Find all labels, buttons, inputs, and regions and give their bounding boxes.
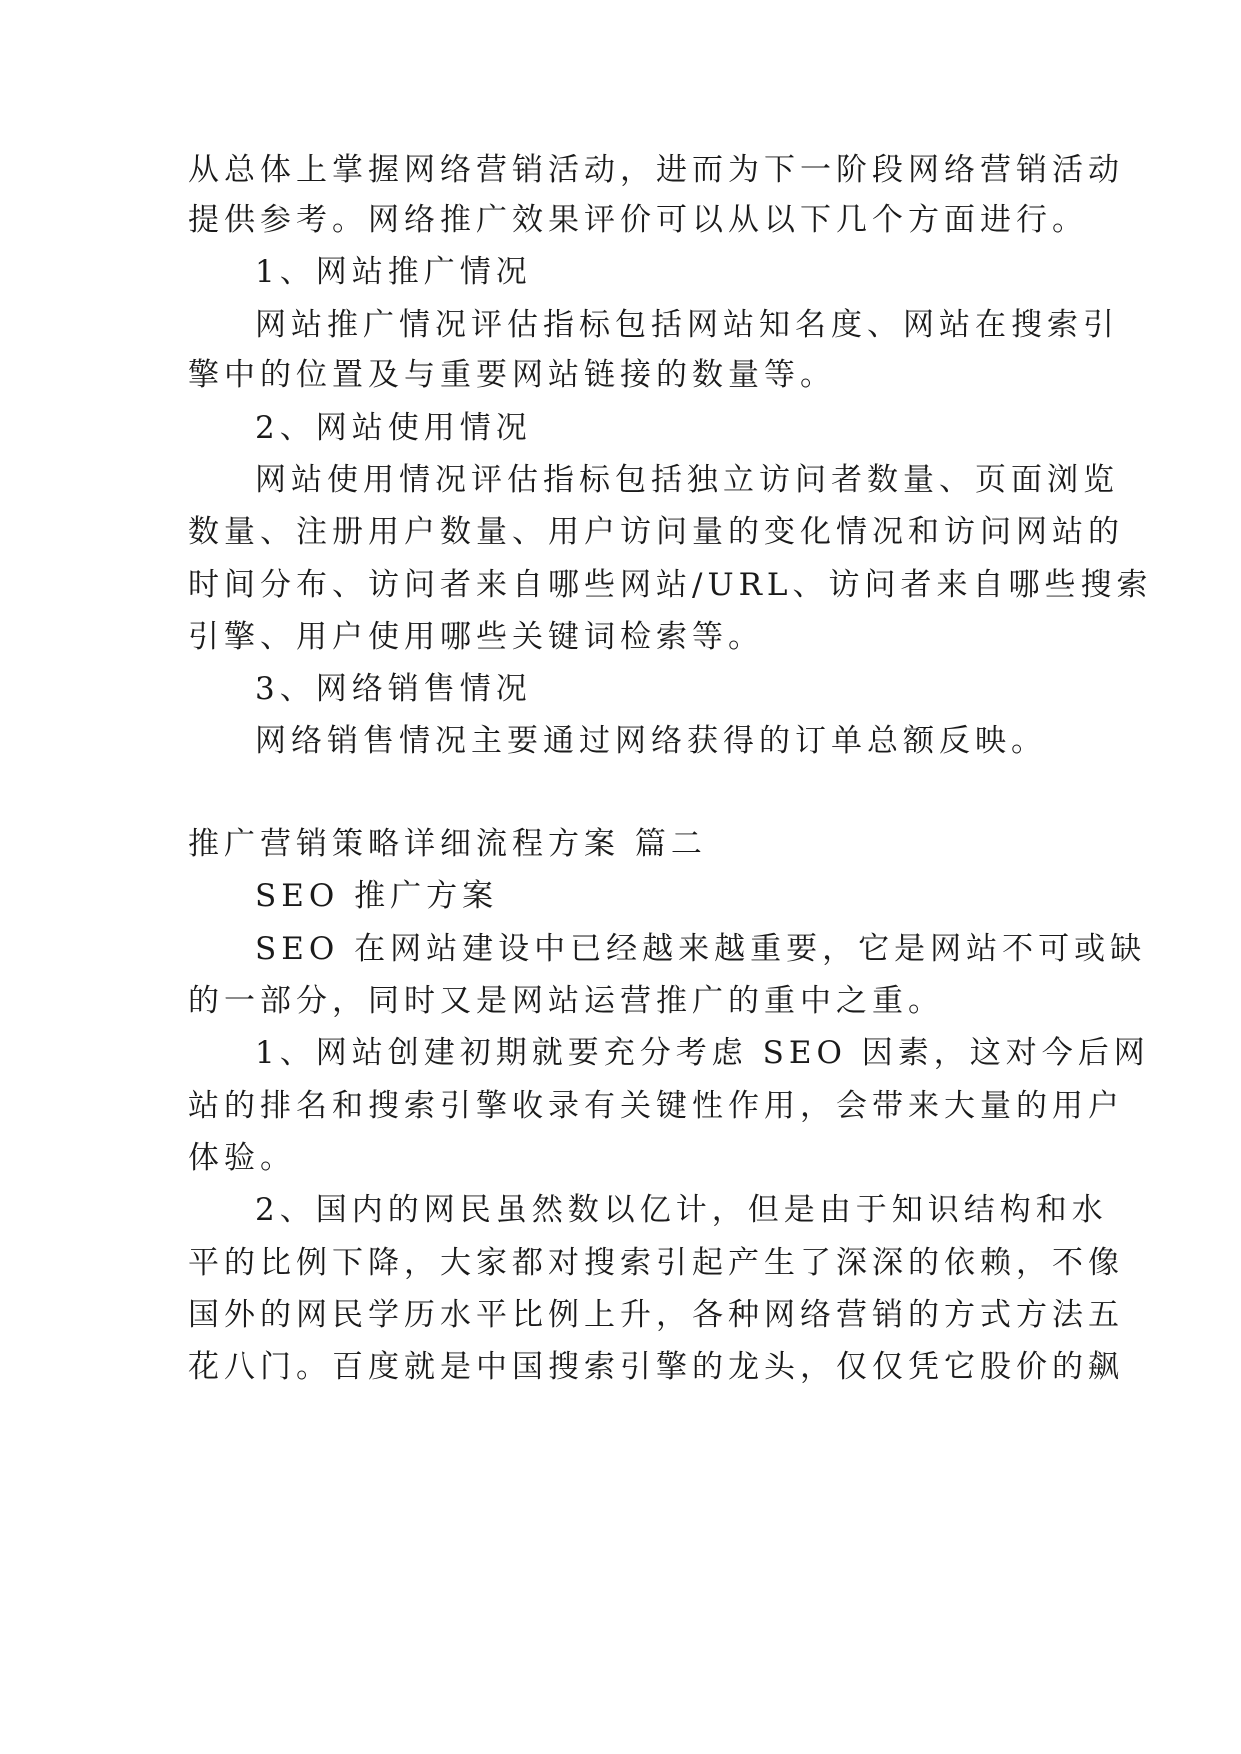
- paragraph-line: 网站使用情况评估指标包括独立访问者数量、页面浏览: [255, 462, 1119, 498]
- item-heading: 1、网站推广情况: [255, 254, 532, 290]
- paragraph-line: 网站推广情况评估指标包括网站知名度、网站在搜索引: [255, 307, 1119, 343]
- paragraph-line: SEO 在网站建设中已经越来越重要，它是网站不可或缺: [255, 931, 1147, 967]
- item-heading: 3、网络销售情况: [255, 671, 532, 707]
- paragraph-line: 擎中的位置及与重要网站链接的数量等。: [188, 357, 836, 393]
- subsection-heading: SEO 推广方案: [255, 878, 499, 914]
- section-title: 推广营销策略详细流程方案 篇二: [188, 826, 707, 862]
- paragraph-line: 从总体上掌握网络营销活动，进而为下一阶段网络营销活动: [188, 152, 1124, 188]
- paragraph-line: 体验。: [188, 1140, 296, 1176]
- paragraph-line: 时间分布、访问者来自哪些网站/URL、访问者来自哪些搜索: [188, 567, 1153, 603]
- paragraph-line: 1、网站创建初期就要充分考虑 SEO 因素，这对今后网: [255, 1035, 1150, 1071]
- paragraph-line: 站的排名和搜索引擎收录有关键性作用，会带来大量的用户: [188, 1088, 1124, 1124]
- paragraph-line: 网络销售情况主要通过网络获得的订单总额反映。: [255, 723, 1047, 759]
- paragraph-line: 国外的网民学历水平比例上升，各种网络营销的方式方法五: [188, 1297, 1124, 1333]
- paragraph-line: 平的比例下降，大家都对搜索引起产生了深深的依赖，不像: [188, 1245, 1124, 1281]
- paragraph-line: 2、国内的网民虽然数以亿计，但是由于知识结构和水: [255, 1192, 1108, 1228]
- paragraph-line: 的一部分，同时又是网站运营推广的重中之重。: [188, 983, 944, 1019]
- paragraph-line: 花八门。百度就是中国搜索引擎的龙头，仅仅凭它股价的飙: [188, 1349, 1124, 1385]
- item-heading: 2、网站使用情况: [255, 410, 532, 446]
- paragraph-line: 提供参考。网络推广效果评价可以从以下几个方面进行。: [188, 202, 1088, 238]
- paragraph-line: 数量、注册用户数量、用户访问量的变化情况和访问网站的: [188, 514, 1124, 550]
- paragraph-line: 引擎、用户使用哪些关键词检索等。: [188, 619, 764, 655]
